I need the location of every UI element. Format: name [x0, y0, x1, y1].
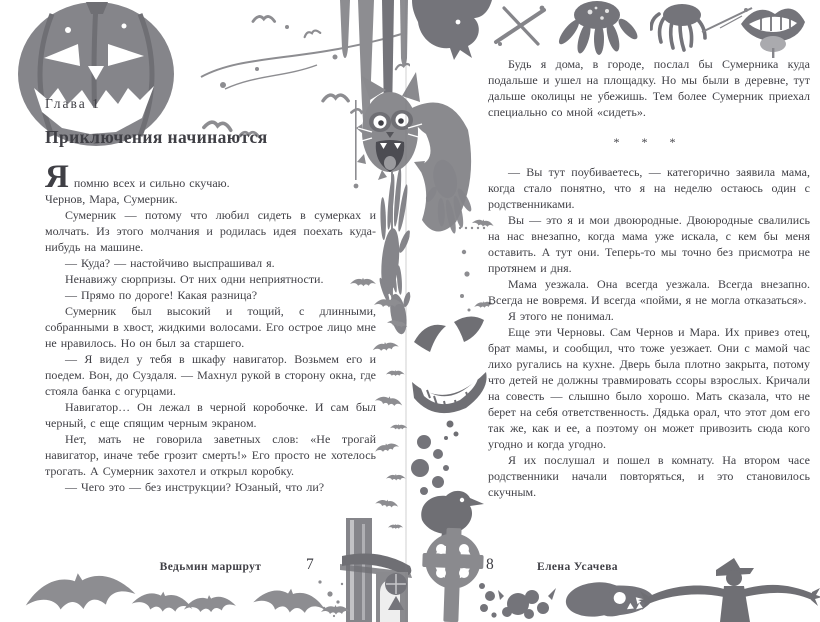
right-page [488, 56, 810, 500]
paragraph: Будь я дома, в городе, послал бы Сумерника куда подальше и ушел на площадку. Но мы были в деревне, тут дальше околицы не убежишь. Тем более Сумерник приехал специально со мной «сидеть». [488, 57, 810, 119]
paragraph: — Вы тут поубиваетесь, — категорично заявила мама, когда стало понятно, что я на неделю остаюсь один с родственниками. [488, 165, 810, 211]
paragraph: Ненавижу сюрпризы. От них одни неприятности. [65, 272, 324, 286]
paragraph: Чернов, Мара, Сумерник. [45, 192, 178, 206]
paragraph: Еще эти Черновы. Сам Чернов и Мара. Их привез отец, брат мамы, и сообщил, что тоже уезжает. Они с мамой час лихо ругались на кухне. Дверь была плотно закрыта, потому что детей не должны травмировать ссоры взрослых. Кричали на совесть — слышно было хорошо. Мать сказала, что не берет на себя ответственность. Дядька орал, что этот дом его так же, как и ее, а поэтому он может привозить сюда кого угодно и когда угодно. [488, 325, 810, 451]
section-separator: * * * [613, 135, 685, 149]
paragraph: — Чего это — без инструкции? Юзаный, что ли? [65, 480, 325, 494]
page-gutter [405, 0, 407, 622]
ink-splatter-icon [498, 584, 560, 622]
paragraph: Сумерник был высокий и тощий, с длинными, собранными в хвост, жидкими волосами. Его острое лицо мне не нравилось. Но он был за старшего. [45, 304, 376, 350]
paragraph: — Прямо по дороге! Какая разница? [65, 288, 258, 302]
evil-grin-face-icon [410, 312, 488, 444]
chapter-title: Приключения начинаются [45, 127, 268, 147]
paragraph: Я этого не понимал. [508, 309, 614, 323]
ink-specks-icon [314, 574, 348, 620]
opening-paragraph [45, 159, 376, 195]
paragraph: Я их послушал и пошел в комнату. На втором часе родственники начали повторяться, и это становилось скучным. [488, 453, 810, 499]
page-number-left: 7 [306, 556, 314, 573]
paragraph: Нет, мать не говорила заветных слов: «Не трогай навигатор, иначе тебе грозит смерть!» Его просто не хотелось трогать. А Сумерник захотел и открыл коробку. [45, 432, 376, 478]
paragraph: Сумерник — потому что любил сидеть в сумерках и молчать. Из этого молчания и родилась идея поехать куда-нибудь на машине. [45, 208, 376, 254]
x-scratch-icon [490, 2, 552, 48]
raven-top-icon [408, 0, 493, 62]
running-title-right: Елена Усачева [537, 561, 618, 573]
splayed-handprint-icon [552, 0, 647, 55]
chapter-label: Глава 1 [45, 96, 101, 111]
page-number-right: 8 [486, 556, 494, 573]
grinning-lips-icon [737, 2, 809, 58]
scarecrow-icon [638, 556, 820, 622]
paragraph: — Куда? — настойчиво выспрашивал я. [65, 256, 275, 270]
dropcap: Я [45, 159, 69, 195]
paragraph: Вы — это я и мои двоюродные. Двоюродные свалились на нас внезапно, когда мама уже искала, с кем бы меня оставить. А тут они. Теперь-то мы точно без присмотра не протянем и дня. [488, 213, 810, 275]
left-page-body [45, 159, 376, 495]
opening-line: помню всех и сильно скучаю. [73, 176, 230, 190]
paragraph: — Я видел у тебя в шкафу навигатор. Возьмем его и поедем. Вон, до Суздаля. — Махнул рукой в сторону окна, где стояла банка с огурцами. [45, 352, 376, 398]
right-paragraph-list [488, 164, 810, 500]
left-page [45, 96, 376, 495]
paragraph: Мама уезжала. Она всегда уезжала. Всегда внезапно. Всегда не вовремя. И всегда «пойми, я не могла отказаться». [488, 277, 810, 307]
running-title-left: Ведьмин маршрут [159, 561, 262, 573]
bottom-bats-icon [15, 545, 350, 622]
left-paragraph-list [45, 207, 376, 495]
paragraph: Навигатор… Он лежал в черной коробочке. И сам был черный, с еще спящим черным экраном. [45, 400, 376, 430]
